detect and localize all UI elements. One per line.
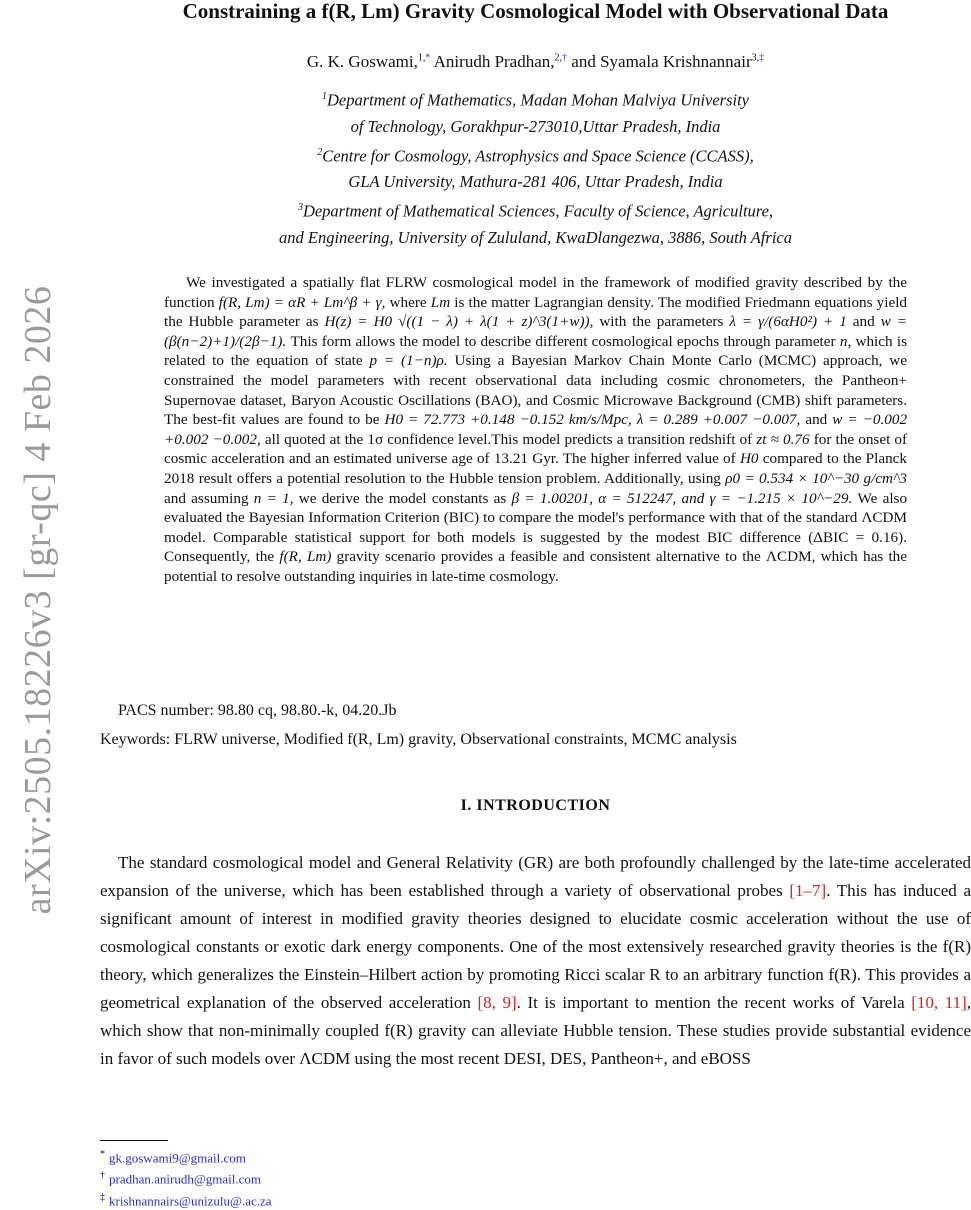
author-email-mark[interactable]: † [562,52,568,64]
math-inline: H(z) = H0 √((1 − λ) + λ(1 + z)^3(1+w)), [324,313,594,331]
email-link[interactable]: pradhan.anirudh@gmail.com [109,1171,262,1187]
citation-link[interactable]: [8, 9] [477,993,517,1012]
math-inline: w = −0.002 +0.002 −0.002, [164,411,908,448]
author-name: G. K. Goswami, [306,52,418,71]
author-name: Anirudh Pradhan, [433,52,555,71]
math-inline: H0 = 72.773 +0.148 −0.152 km/s/Mpc, [384,411,632,429]
abstract [164,273,907,587]
pacs-numbers: PACS number: 98.80 cq, 98.80.-k, 04.20.Jb [118,702,397,719]
math-inline: β = 1.00201, α = 512247, and γ = −1.215 × 10^−29. [511,489,853,507]
email-link[interactable]: krishnannairs@unizulu@.ac.za [109,1192,272,1208]
footnote-mark: * [100,1149,105,1160]
math-inline: f(R, Lm) = αR + Lm^β + γ, [218,293,386,311]
footnote-mark: † [100,1170,105,1182]
author-affil-mark: 3, [751,52,760,64]
footnote [100,1189,272,1210]
email-link[interactable]: gk.goswami9@gmail.com [109,1150,246,1166]
abstract-paragraph: We investigated a spatially flat FLRW cosmological model in the framework of modified gravity described by the function f(R, Lm) = αR + Lm^β + γ, where Lm is the matter Lagrangian density. The modified Friedmann equations yield the Hubble parameter as H(z) = H0 √((1 − λ) + λ(1 + z)^3(1+w)), with the parameters λ = γ/(6αH0²) + 1 and w = (β(n−2)+1)/(2β−1). This form allows the model to describe different cosmological epochs through parameter n, which is related to the equation of state p = (1−n)ρ. Using a Bayesian Markov Chain Monte Carlo (MCMC) approach, we constrained the model parameters with recent observational data including cosmic chronometers, the Pantheon+ Supernovae dataset, Baryon Acoustic Oscillations (BAO), and Cosmic Microwave Background (CMB) shift parameters. The best-fit values are found to be H0 = 72.773 +0.148 −0.152 km/s/Mpc, λ = 0.289 +0.007 −0.007, and w = −0.002 +0.002 −0.002, all quoted at the 1σ confidence level.This model predicts a transition redshift of zt ≈ 0.76 for the onset of cosmic acceleration and an estimated universe age of 13.21 Gyr. The higher inferred value of H0 compared to the Planck 2018 result offers a potential resolution to the Hubble tension problem. Additionally, using ρ0 = 0.534 × 10^−30 g/cm^3 and assuming n = 1, we derive the model constants as β = 1.00201, α = 512247, and γ = −1.215 × 10^−29. We also evaluated the Bayesian Information Criterion (BIC) to compare the model's performance with that of the standard ΛCDM model. Comparable statistical support for both models is suggested by the modest BIC difference (ΔBIC = 0.16). Consequently, the f(R, Lm) gravity scenario provides a feasible and consistent alternative to the ΛCDM, which has the potential to resolve outstanding inquiries in late-time cosmology. [164,274,908,585]
affiliation-text: Centre for Cosmology, Astrophysics and Space Science (CCASS), [322,146,754,165]
affiliation-line [100,195,971,225]
affiliation-text: Department of Mathematics, Madan Mohan Malviya University [326,90,750,110]
math-inline: n, [839,332,852,350]
body-paragraph: The standard cosmological model and General Relativity (GR) are both profoundly challenged by the late-time accelerated expansion of the universe, which has been established through a variety of observational probes [1–7]. This has induced a significant amount of interest in modified gravity theories designed to elucidate cosmic acceleration without the use of cosmological constants or exotic dark energy components. One of the most extensively researched gravity theories is the f(R) theory, which generalizes the Einstein–Hilbert action by promoting Ricci scalar R to an arbitrary function f(R). This provides a geometrical explanation of the observed acceleration [8, 9]. It is important to mention the recent works of Varela [10, 11], which show that non-minimally coupled f(R) gravity can alleviate Hubble tension. These studies provide substantial evidence in favor of such models over ΛCDM using the most recent DESI, DES, Pantheon+, and eBOSS [100,853,971,1068]
footnotes [100,1146,272,1210]
affiliation-number: 3 [297,202,303,213]
footnote [100,1146,272,1167]
math-inline: zt ≈ 0.76 [756,430,810,448]
citation-link[interactable]: [1–7] [789,881,827,900]
footnote-rule [100,1140,168,1141]
affiliation-number: 1 [321,91,327,102]
math-inline: w = (β(n−2)+1)/(2β−1). [164,313,908,350]
author-list [100,52,971,72]
affiliation-line [100,169,971,195]
introduction-body [100,849,971,1073]
author-email-mark[interactable]: ‡ [759,52,765,64]
affiliation-text: Department of Mathematical Sciences, Faculty of Science, Agriculture, [302,201,774,221]
math-inline: ρ0 = 0.534 × 10^−30 g/cm^3 [725,469,908,487]
affiliation-line [100,225,971,251]
section-heading: I. INTRODUCTION [460,797,611,814]
affiliation-line [100,140,971,170]
affiliation-line [100,84,971,114]
math-inline: Lm [430,293,451,311]
affiliations [100,84,971,251]
paper-title: Constraining a f(R, Lm) Gravity Cosmological Model with Observational Data [182,0,889,23]
math-inline: n = 1, [253,489,294,507]
footnote [100,1167,272,1188]
math-inline: p = (1−n)ρ. [369,352,448,370]
author-name: and Syamala Krishnannair [571,52,752,71]
author-affil-mark: 2, [554,52,563,64]
math-inline: λ = γ/(6αH0²) + 1 [729,313,847,331]
affiliation-text: of Technology, Gorakhpur-273010,Uttar Pradesh, India [350,116,721,136]
math-inline: H0 [739,450,759,468]
footnote-mark: ‡ [100,1191,105,1203]
keywords: Keywords: FLRW universe, Modified f(R, Lm) gravity, Observational constraints, MCMC analysis [100,731,737,748]
math-inline: λ = 0.289 +0.007 −0.007, [636,411,801,429]
affiliation-text: GLA University, Mathura-281 406, Uttar Pradesh, India [348,172,723,191]
affiliation-text: and Engineering, University of Zululand, KwaDlangezwa, 3886, South Africa [278,227,792,247]
math-inline: f(R, Lm) [279,548,332,566]
arxiv-identifier: arXiv:2505.18226v3 [gr-qc] 4 Feb 2026 [17,285,59,915]
citation-link[interactable]: [10, 11] [911,993,967,1012]
affiliation-line [100,114,971,140]
author-affil-mark: 1, [417,52,426,64]
affiliation-number: 2 [317,146,323,158]
author-email-mark[interactable]: * [425,52,431,64]
